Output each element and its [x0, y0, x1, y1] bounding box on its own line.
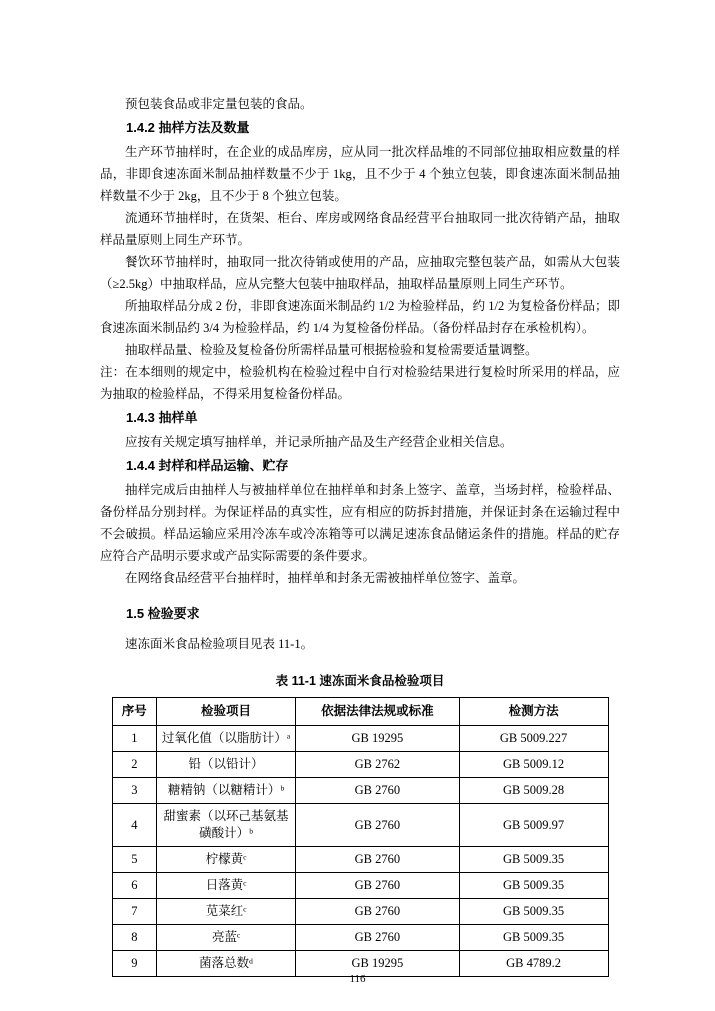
column-header: 检测方法: [459, 698, 608, 726]
cell-seq: 4: [112, 804, 157, 847]
cell-item: 菌落总数ᵈ: [157, 951, 296, 977]
cell-item: 过氧化值（以脂肪计）ᵃ: [157, 726, 296, 752]
cell-basis: GB 2760: [296, 899, 460, 925]
paragraph: 流通环节抽样时，在货架、柜台、库房或网络食品经营平台抽取同一批次待销产品，抽取样品量原则上同生产环节。: [100, 211, 620, 247]
table-header-row: [112, 698, 608, 726]
cell-item: 柠檬黄ᶜ: [157, 847, 296, 873]
cell-seq: 6: [112, 873, 157, 899]
section-heading-1-4-2: 1.4.2 抽样方法及数量: [126, 120, 250, 135]
cell-seq: 2: [112, 752, 157, 778]
inspection-items-table: [112, 697, 609, 977]
cell-seq: 7: [112, 899, 157, 925]
table-row: [112, 778, 608, 804]
table-row: [112, 899, 608, 925]
cell-method: GB 4789.2: [459, 951, 608, 977]
table-row: [112, 873, 608, 899]
cell-basis: GB 2760: [296, 778, 460, 804]
cell-basis: GB 2760: [296, 847, 460, 873]
cell-seq: 9: [112, 951, 157, 977]
cell-item: 甜蜜素（以环己基氨基磺酸计）ᵇ: [157, 804, 296, 847]
column-header: 检验项目: [157, 698, 296, 726]
cell-method: GB 5009.35: [459, 873, 608, 899]
table-caption: 表 11-1 速冻面米食品检验项目: [275, 674, 445, 688]
section-heading-1-4-3: 1.4.3 抽样单: [126, 410, 198, 425]
cell-basis: GB 2760: [296, 873, 460, 899]
paragraph: 餐饮环节抽样时，抽取同一批次待销或使用的产品，应抽取完整包装产品，如需从大包装（≥2.5kg）中抽取样品，应从完整大包装中抽取样品，抽取样品量原则上同生产环节。: [100, 255, 620, 291]
cell-seq: 5: [112, 847, 157, 873]
document-page: [100, 93, 620, 977]
cell-seq: 1: [112, 726, 157, 752]
cell-item: 日落黄ᶜ: [157, 873, 296, 899]
cell-method: GB 5009.35: [459, 925, 608, 951]
cell-basis: GB 19295: [296, 726, 460, 752]
cell-seq: 3: [112, 778, 157, 804]
paragraph: 在网络食品经营平台抽样时，抽样单和封条无需被抽样单位签字、盖章。: [125, 571, 526, 585]
cell-item: 铅（以铅计）: [157, 752, 296, 778]
table-row: [112, 925, 608, 951]
paragraph: 生产环节抽样时，在企业的成品库房，应从同一批次样品堆的不同部位抽取相应数量的样品，非即食速冻面米制品抽样数量不少于 1kg，且不少于 4 个独立包装，即食速冻面米制品抽样数量不少于 2kg，且不少于 8 个独立包装。: [100, 145, 620, 203]
cell-item: 糖精钠（以糖精计）ᵇ: [157, 778, 296, 804]
table-row: [112, 726, 608, 752]
cell-method: GB 5009.97: [459, 804, 608, 847]
paragraph: 速冻面米食品检验项目见表 11-1。: [125, 637, 314, 651]
section-heading-1-5: 1.5 检验要求: [126, 606, 200, 621]
cell-item: 苋菜红ᶜ: [157, 899, 296, 925]
paragraph: 抽取样品量、检验及复检备份所需样品量可根据检验和复检需要适量调整。: [125, 343, 538, 357]
cell-basis: GB 2760: [296, 804, 460, 847]
column-header: 序号: [112, 698, 157, 726]
paragraph: 所抽取样品分成 2 份，非即食速冻面米制品约 1/2 为检验样品，约 1/2 为复检备份样品；即食速冻面米制品约 3/4 为检验样品，约 1/4 为复检备份样品。（备份样品封存在承检机构）。: [100, 299, 620, 335]
intro-paragraph: 预包装食品或非定量包装的食品。: [125, 97, 313, 111]
cell-basis: GB 2762: [296, 752, 460, 778]
cell-item: 亮蓝ᶜ: [157, 925, 296, 951]
cell-seq: 8: [112, 925, 157, 951]
cell-basis: GB 19295: [296, 951, 460, 977]
table-row: [112, 847, 608, 873]
table-row: [112, 752, 608, 778]
column-header: 依据法律法规或标准: [296, 698, 460, 726]
paragraph: 抽样完成后由抽样人与被抽样单位在抽样单和封条上签字、盖章，当场封样，检验样品、备份样品分别封样。为保证样品的真实性，应有相应的防拆封措施，并保证封条在运输过程中不会破损。样品运输应采用冷冻车或冷冻箱等可以满足速冻食品储运条件的措施。样品的贮存应符合产品明示要求或产品实际需要的条件要求。: [100, 483, 620, 563]
cell-basis: GB 2760: [296, 925, 460, 951]
cell-method: GB 5009.12: [459, 752, 608, 778]
cell-method: GB 5009.227: [459, 726, 608, 752]
cell-method: GB 5009.35: [459, 847, 608, 873]
cell-method: GB 5009.28: [459, 778, 608, 804]
note-paragraph: 注：在本细则的规定中，检验机构在检验过程中自行对检验结果进行复检时所采用的样品，应为抽取的检验样品，不得采用复检备份样品。: [100, 365, 620, 401]
table-row: [112, 804, 608, 847]
paragraph: 应按有关规定填写抽样单，并记录所抽产品及生产经营企业相关信息。: [125, 435, 513, 449]
page-number: 116: [349, 973, 366, 985]
section-heading-1-4-4: 1.4.4 封样和样品运输、贮存: [126, 458, 289, 473]
cell-method: GB 5009.35: [459, 899, 608, 925]
